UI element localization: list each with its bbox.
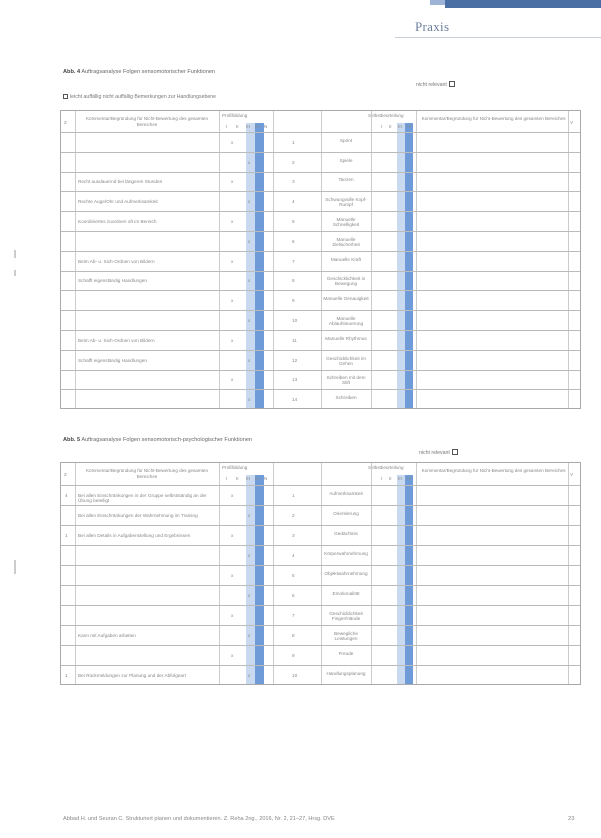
row-number: 1 (292, 139, 295, 145)
row-comment: Bei allen Einschränkungen der Wahrnehmung im Training (78, 513, 198, 518)
row-rating-mark: x (248, 553, 251, 558)
row-number: 9 (292, 298, 295, 304)
table-row (61, 525, 580, 545)
row-rating-mark: x (231, 533, 234, 538)
row-label: Geschicklichkeit im Gehen (326, 355, 366, 366)
not-relevant-checkbox[interactable] (452, 449, 458, 455)
row-comment: Koordiniertes zuordnen oft im Bereich (78, 219, 157, 225)
self-letter: III (398, 476, 402, 481)
table-row (61, 211, 580, 231)
header-divider (395, 37, 601, 38)
row-rating-mark: x (248, 357, 251, 363)
row-label: Aufmerksamkeit (329, 491, 363, 496)
row-label: Bewegliche Leistungen (334, 631, 358, 641)
table-row (61, 310, 580, 330)
row-rating-mark: x (231, 377, 234, 383)
self-letter: I (381, 476, 383, 481)
table-row (61, 350, 580, 370)
row-number: 7 (292, 613, 295, 618)
row-label: Freude (338, 651, 354, 656)
profile-letter: IV (255, 124, 260, 129)
table-row (61, 389, 580, 409)
figure-4-table (60, 110, 581, 409)
col-profile: Profilbildung (222, 465, 248, 470)
col-right-comment: Kommentar/Begründung für Nicht-Bewertung des gesamten Bereiches (421, 116, 566, 121)
row-number: 6 (292, 593, 295, 598)
row-label: Geschicklichkeit in Bewegung (326, 276, 366, 287)
row-label: Manuelle Ablaufsteuerung (328, 316, 364, 327)
row-number: 2 (292, 159, 295, 165)
row-label: Emotionalität (332, 591, 360, 596)
profile-letter: I (226, 124, 228, 129)
profile-letter: N (264, 124, 268, 129)
row-rating-mark: x (231, 179, 234, 185)
row-rating-mark: x (248, 397, 251, 403)
row-rating-mark: x (231, 493, 234, 498)
row-number: 4 (292, 553, 295, 558)
row-number: 3 (292, 533, 295, 538)
row-number: 4 (292, 199, 295, 205)
row-label: Schwungvolle Kopf-Rumpf (325, 197, 367, 208)
row-comment: Kann mit Aufgaben arbeiten (78, 633, 136, 638)
col-self-eval: Selbstbeurteilung (368, 113, 404, 118)
col-v: V (570, 472, 574, 477)
row-rating-mark: x (231, 337, 234, 343)
table-row (61, 231, 580, 251)
page-number: 23 (568, 816, 575, 822)
table-row (61, 545, 580, 565)
row-label: Schreiben mit dem Stift (326, 375, 366, 386)
row-rating-mark: x (248, 238, 251, 244)
row-rating-mark: x (231, 653, 234, 658)
scan-mark (14, 270, 16, 276)
row-comment: Bei allen Details in Aufgabenstellung und Ergebnissen (78, 533, 191, 538)
citation: Abbad H. und Seuran C. Strukturiert planen und dokumentieren. Z. Reha 2ng., 2016, Nr. 2, 21–27, Hrsg. DVE (63, 816, 335, 822)
header-accent-light (430, 0, 445, 5)
table-row (61, 271, 580, 291)
profile-letter: N (264, 476, 268, 481)
table-row (61, 565, 580, 585)
figure-5-not-relevant: nicht relevant (419, 449, 458, 456)
section-title: Praxis (415, 19, 450, 34)
self-letter: II (389, 476, 392, 481)
profile-letter: II (236, 124, 239, 129)
table-row (61, 505, 580, 525)
table-row (61, 485, 580, 505)
row-label: Geschicklichkeit Finger/Hände (329, 611, 363, 621)
row-label: Spiele (339, 157, 353, 163)
row-rating-mark: x (231, 613, 234, 618)
row-number: 10 (292, 318, 298, 324)
row-rating-mark: x (248, 673, 251, 678)
col-z: Z (64, 120, 67, 125)
row-z-value: 1 (65, 673, 68, 678)
row-rating-mark: x (248, 199, 251, 205)
col-right-comment: Kommentar/Begründung für Nicht-Bewertung des gesamten Bereiches (421, 468, 566, 473)
row-label: Handlungsplanung (326, 671, 366, 676)
row-comment: Rechte Auge/Ohr und Aufmerksamkeit (78, 199, 158, 205)
row-rating-mark: x (231, 258, 234, 264)
table-row (61, 251, 580, 271)
row-label: Schreiben (335, 395, 357, 401)
col-self-eval: Selbstbeurteilung (368, 465, 404, 470)
row-number: 7 (292, 258, 295, 264)
self-letter: IV (407, 124, 412, 129)
row-comment: Schafft eigenständig Handlungen (78, 278, 147, 284)
row-label: Manuelle Kraft (330, 256, 362, 262)
figure-5-table (60, 462, 581, 685)
table-row (61, 152, 580, 172)
figure-5-caption: Abb. 5 Auftragsanalyse Folgen sensomotorisch-psychologischer Funktionen (63, 437, 253, 443)
row-comment: Bei allen Einschränkungen in der Gruppe selbstständig an der Übung beteiligt (78, 493, 207, 503)
profile-letter: III (246, 124, 250, 129)
row-number: 10 (292, 673, 298, 678)
row-number: 8 (292, 633, 295, 638)
table-row (61, 330, 580, 350)
row-z-value: 4 (65, 493, 68, 498)
row-number: 6 (292, 238, 295, 244)
col-left-comment: Kommentar/Begründung für Nicht-Bewertung des gesamten Bereiches (85, 468, 209, 479)
row-rating-mark: x (248, 593, 251, 598)
row-number: 8 (292, 278, 295, 284)
table-row (61, 132, 580, 152)
row-rating-mark: x (248, 278, 251, 284)
row-rating-mark: x (231, 298, 234, 304)
row-number: 5 (292, 573, 295, 578)
col-left-comment: Kommentar/Begründung für Nicht-Bewertung des gesamten Bereiches (85, 116, 209, 127)
row-label: Orientierung (333, 511, 359, 516)
row-label: Sprint (339, 137, 353, 143)
self-letter: IV (407, 476, 412, 481)
row-z-value: 1 (65, 533, 68, 538)
row-number: 9 (292, 653, 295, 658)
row-comment: Bei Rückmeldungen zur Planung und der Abfolgeart (78, 673, 186, 678)
row-comment: Beim Ab- u. Sich-Ordnen von Bildern (78, 337, 155, 343)
figure-4-caption: Abb. 4 Auftragsanalyse Folgen sensomotorischer Funktionen (63, 69, 216, 75)
scan-mark (14, 250, 16, 258)
col-z: Z (64, 472, 67, 477)
row-comment: Recht ausdauernd bei längeren Stunden (78, 179, 163, 185)
row-label: Körperwahrnehmung (324, 551, 368, 556)
row-number: 1 (292, 493, 295, 498)
not-relevant-checkbox[interactable] (449, 81, 455, 87)
row-label: Gedächtnis (334, 531, 358, 536)
row-number: 3 (292, 179, 295, 185)
row-comment: Beim Ab- u. Sich-Ordnen von Bildern (78, 258, 155, 264)
table-row (61, 625, 580, 645)
profile-letter: III (246, 476, 250, 481)
row-number: 11 (292, 337, 297, 343)
self-letter: I (381, 124, 383, 129)
table-row (61, 172, 580, 192)
table-row (61, 585, 580, 605)
table-row (61, 290, 580, 310)
figure-4-status-line: leicht auffällig nicht auffällig Bemerkungen zur Handlungsebene (63, 94, 216, 100)
row-rating-mark: x (248, 513, 251, 518)
scan-mark (14, 560, 16, 574)
row-rating-mark: x (248, 159, 251, 165)
row-rating-mark: x (231, 573, 234, 578)
row-rating-mark: x (248, 318, 251, 324)
profile-letter: II (236, 476, 239, 481)
row-label: Manuelle Schnelligkeit (332, 217, 360, 228)
row-number: 13 (292, 377, 298, 383)
row-label: Objektwahrnehmung (324, 571, 368, 576)
row-number: 2 (292, 513, 295, 518)
table-row (61, 191, 580, 211)
row-label: Manuelle Rhythmus (325, 335, 367, 341)
table-row (61, 645, 580, 665)
profile-letter: I (226, 476, 228, 481)
row-number: 14 (292, 397, 298, 403)
col-profile: Profilbildung (222, 113, 248, 118)
row-rating-mark: x (231, 139, 234, 145)
row-label: Tanzen (338, 177, 354, 183)
row-rating-mark: x (231, 219, 234, 225)
figure-4-not-relevant: nicht relevant (416, 81, 455, 88)
col-v: V (570, 120, 574, 125)
row-label: Manuelle Genauigkeit (323, 296, 369, 302)
row-label: Manuelle Zielsicherheit (332, 236, 360, 247)
row-rating-mark: x (248, 633, 251, 638)
table-row (61, 370, 580, 390)
row-number: 5 (292, 219, 295, 225)
checkbox[interactable] (63, 94, 68, 99)
row-number: 12 (292, 357, 298, 363)
self-letter: III (398, 124, 402, 129)
table-row (61, 665, 580, 685)
row-comment: Schafft eigenständig Handlungen (78, 357, 147, 363)
profile-letter: IV (255, 476, 260, 481)
self-letter: II (389, 124, 392, 129)
header-accent-bar (445, 0, 601, 8)
table-row (61, 605, 580, 625)
